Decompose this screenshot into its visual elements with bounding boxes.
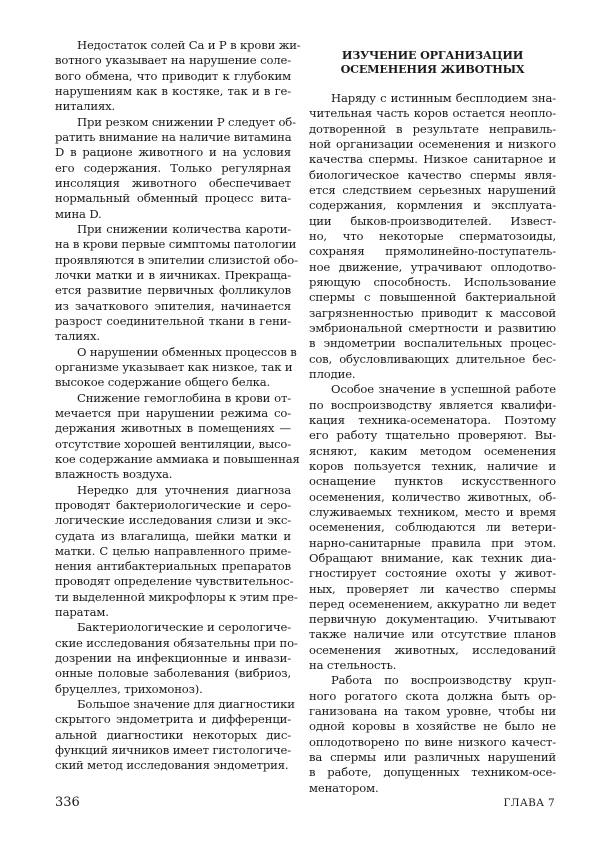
text-line: онные половые заболевания (вибриоз, [55, 666, 291, 681]
text-line: кация техника-осеменатора. Поэтому [309, 412, 556, 427]
text-line: качества спермы. Низкое санитарное и [309, 152, 556, 167]
text-line: осеменения, соблюдаются ли ветери- [309, 520, 556, 535]
text-line: Наряду с истинным бесплодием зна- [331, 91, 556, 105]
text-line: нормальный обменный процесс вита- [55, 191, 291, 206]
text-line: ниталиях. [55, 99, 116, 114]
text-line: Недостаток солей Са и Р в крови жи- [77, 38, 301, 52]
text-line: сов, обусловливающих длительное бес- [309, 351, 556, 366]
text-line: держания животных в помещениях — [55, 421, 291, 436]
text-line: ется следствием серьезных нарушений [309, 182, 556, 197]
text-line: служиваемых техником, место и время [309, 504, 556, 519]
text-line: менатором. [309, 780, 379, 795]
text-line: нарно-санитарные правила при этом. [309, 535, 556, 550]
paragraph [55, 390, 300, 483]
text-line: Большое значение для диагностики [77, 697, 295, 712]
text-line: его работу тщательно проверяют. Вы- [309, 428, 556, 443]
text-line: по воспроизводству является квалифи- [309, 397, 556, 412]
section-heading-line: ИЗУЧЕНИЕ ОРГАНИЗАЦИИ [341, 48, 524, 62]
paragraph [55, 697, 295, 774]
paragraph [309, 673, 556, 796]
text-line: Особое значение в успешной работе [331, 382, 556, 397]
text-line: его содержания. Только регулярная [55, 160, 291, 175]
text-line: лочки матки и в яичниках. Прекраща- [55, 267, 291, 282]
text-line: Бактериологические и серологиче- [77, 620, 291, 635]
text-line: проводят определение чувствительнос- [55, 574, 294, 589]
paragraph [309, 382, 556, 673]
text-line: судата из влагалища, шейки матки и [55, 528, 291, 543]
text-line: проявляются в эпителии слизистой обо- [55, 252, 298, 267]
text-line: D в рационе животного и на условия [55, 145, 291, 160]
text-line: ного рогатого скота должна быть ор- [309, 688, 556, 703]
paragraph [55, 114, 296, 222]
text-line: ганизована на таком уровне, чтобы ни [309, 704, 556, 719]
text-line: ти выделенной микрофлоры к этим пре- [55, 589, 298, 604]
text-line: При снижении количества кароти- [77, 221, 291, 236]
text-line: плодие. [309, 366, 356, 381]
text-line: из зачаткового эпителия, начинается [55, 298, 291, 313]
text-line: Снижение гемоглобина в крови от- [77, 390, 291, 405]
paragraph [55, 221, 298, 345]
text-line: ясняют, каким методом осеменения [309, 443, 556, 458]
text-line: эмбриональной смертности и развитию [309, 320, 556, 335]
text-line: ной организации осеменения и низкого [309, 136, 556, 151]
section-heading [309, 48, 556, 76]
text-line: талиях. [55, 329, 100, 344]
text-line: ных, проверяет ли качество спермы [309, 581, 556, 596]
text-line: разрост соединительной ткани в гени- [55, 313, 291, 328]
text-line: сохраняя прямолинейно-поступатель- [309, 244, 556, 259]
text-line: Работа по воспроизводству круп- [331, 673, 556, 688]
text-line: ратить внимание на наличие витамина [55, 129, 292, 144]
text-line: также наличие или отсутствие планов [309, 627, 556, 642]
text-line: содержания, кормления и эксплуата- [309, 198, 556, 213]
text-line: О нарушении обменных процессов в [77, 344, 297, 359]
text-line: влажность воздуха. [55, 467, 173, 482]
text-line: перед осеменением, аккуратно ли ведет [309, 596, 556, 611]
right-column [309, 91, 556, 796]
left-column [55, 38, 301, 774]
text-line: первичную документацию. Учитывают [309, 612, 556, 627]
text-line: оснащение пунктов искусственного [309, 474, 556, 489]
section-heading-line: ОСЕМЕНЕНИЯ ЖИВОТНЫХ [340, 62, 525, 76]
text-line: матки. С целью направленного приме- [55, 543, 291, 558]
text-line: мина D. [55, 206, 102, 221]
running-head: ГЛАВА 7 [503, 797, 555, 809]
text-line: мечается при нарушении режима со- [55, 405, 291, 420]
text-line: организме указывает как низкое, так и [55, 359, 293, 374]
text-line: вого обмена, что приводит к глубоким [55, 68, 291, 83]
text-line: бруцеллез, трихомоноз). [55, 681, 203, 696]
paragraph [55, 344, 297, 391]
text-line: осеменения животных, исследований [309, 642, 556, 657]
text-line: нения антибактериальных препаратов [55, 559, 291, 574]
text-line: ский метод исследования эндометрия. [55, 758, 289, 773]
text-line: нарушениям как в костяке, так и в ге- [55, 83, 291, 98]
text-line: коров пользуется техник, наличие и [309, 458, 556, 473]
text-line: Нередко для уточнения диагноза [77, 482, 291, 497]
text-line: высокое содержание общего белка. [55, 375, 271, 390]
text-line: ские исследования обязательны при по- [55, 635, 298, 650]
text-line: на стельность. [309, 658, 397, 673]
text-line: но, что некоторые сперматозоиды, [309, 228, 556, 243]
text-line: ва спермы или различных нарушений [309, 750, 556, 765]
text-line: Обращают внимание, как техник диа- [309, 550, 556, 565]
paragraph [55, 38, 301, 115]
text-line: на в крови первые симптомы патологии [55, 237, 297, 252]
text-line: загрязненностью приводит к массовой [309, 305, 556, 320]
text-line: проводят бактериологические и серо- [55, 497, 291, 512]
text-line: ции быков-производителей. Извест- [309, 213, 556, 228]
text-line: одной коровы в хозяйстве не было не [309, 719, 556, 734]
text-line: ется развитие первичных фолликулов [55, 283, 291, 298]
text-line: кое содержание аммиака и повышенная [55, 451, 300, 466]
text-line: альной диагностики некоторых дис- [55, 727, 291, 742]
text-line: оплодотворено по вине низкого качест- [309, 734, 556, 749]
page-number: 336 [55, 795, 80, 810]
text-line: спермы с повышенной бактериальной [309, 290, 556, 305]
paragraph [55, 482, 298, 621]
text-line: в эндометрии воспалительных процес- [309, 336, 556, 351]
text-line: вотного указывает на нарушение соле- [55, 53, 291, 68]
paragraph [55, 620, 298, 697]
text-line: скрытого эндометрита и дифференци- [55, 712, 291, 727]
text-line: При резком снижении Р следует об- [77, 114, 296, 129]
text-line: паратам. [55, 605, 109, 620]
text-line: биологическое качество спермы явля- [309, 167, 556, 182]
text-line: логические исследования слизи и экс- [55, 513, 291, 528]
text-line: в работе, допущенных техником-осе- [309, 765, 556, 780]
paragraph [309, 91, 556, 382]
text-line: дозрении на инфекционные и инвази- [55, 651, 291, 666]
text-line: инсоляция животного обеспечивает [55, 175, 291, 190]
text-line: осеменения, количество животных, об- [309, 489, 556, 504]
text-line: отсутствие хорошей вентиляции, высо- [55, 436, 291, 451]
text-line: ряющую способность. Использование [309, 274, 556, 289]
text-line: чительная часть коров остается неопло- [309, 106, 556, 121]
text-line: дотворенной в результате неправиль- [309, 121, 556, 136]
text-line: гностирует состояние охоты у живот- [309, 566, 556, 581]
text-line: функций яичников имеет гистологиче- [55, 743, 291, 758]
text-line: ное движение, утрачивают оплодотво- [309, 259, 556, 274]
